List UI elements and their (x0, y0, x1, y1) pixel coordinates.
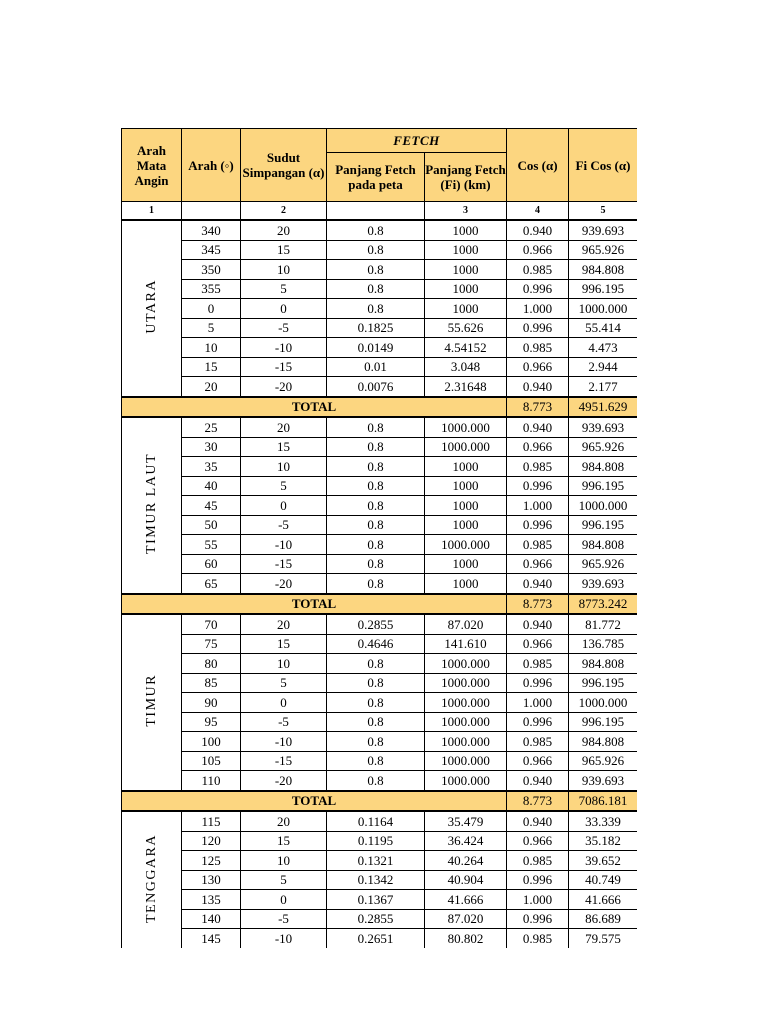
arah-cell: 110 (182, 771, 241, 791)
header-cos: Cos (α) (507, 129, 569, 202)
sudut-cell: -10 (241, 732, 327, 752)
cos-cell: 0.966 (507, 634, 569, 654)
sudut-cell: 10 (241, 260, 327, 280)
fetch-fi-cell: 35.479 (425, 811, 507, 831)
cos-cell: 1.000 (507, 299, 569, 319)
arah-cell: 350 (182, 260, 241, 280)
fetch-peta-cell: 0.8 (327, 515, 425, 535)
fetch-fi-cell: 1000.000 (425, 693, 507, 713)
arah-cell: 70 (182, 614, 241, 634)
arah-cell: 120 (182, 831, 241, 851)
arah-cell: 5 (182, 318, 241, 338)
table-row (122, 634, 638, 654)
sudut-cell: 10 (241, 654, 327, 674)
fetch-fi-cell: 1000.000 (425, 654, 507, 674)
fetch-fi-cell: 1000 (425, 496, 507, 516)
header-fetch: FETCH (327, 129, 507, 153)
fetch-fi-cell: 36.424 (425, 831, 507, 851)
fetch-peta-cell: 0.8 (327, 220, 425, 240)
total-row (122, 594, 638, 615)
total-fi-cos: 7086.181 (569, 791, 637, 812)
table-row (122, 732, 638, 752)
fi-cos-cell: 984.808 (569, 535, 637, 555)
region-label: TENGGARA (144, 833, 159, 923)
region-label: UTARA (144, 279, 159, 335)
cos-cell: 1.000 (507, 890, 569, 910)
region-cell (122, 614, 182, 791)
fetch-fi-cell: 1000.000 (425, 673, 507, 693)
sudut-cell: 0 (241, 496, 327, 516)
cos-cell: 0.996 (507, 318, 569, 338)
column-number: 4 (507, 202, 569, 221)
sudut-cell: 5 (241, 279, 327, 299)
fetch-peta-cell: 0.8 (327, 240, 425, 260)
header-arah-mata-angin: Arah Mata Angin (122, 129, 182, 202)
total-label: TOTAL (122, 594, 507, 615)
table-row (122, 260, 638, 280)
fi-cos-cell: 965.926 (569, 554, 637, 574)
cos-cell: 0.940 (507, 377, 569, 397)
table-row (122, 811, 638, 831)
fetch-fi-cell: 1000.000 (425, 732, 507, 752)
sudut-cell: -15 (241, 357, 327, 377)
table-row (122, 318, 638, 338)
arah-cell: 35 (182, 457, 241, 477)
table-row (122, 496, 638, 516)
fetch-fi-cell: 1000 (425, 476, 507, 496)
cos-cell: 0.996 (507, 712, 569, 732)
arah-cell: 0 (182, 299, 241, 319)
table-row (122, 909, 638, 929)
cos-cell: 0.996 (507, 279, 569, 299)
fetch-peta-cell: 0.1825 (327, 318, 425, 338)
region-cell (122, 220, 182, 397)
fetch-peta-cell: 0.8 (327, 279, 425, 299)
fi-cos-cell: 33.339 (569, 811, 637, 831)
sudut-cell: -5 (241, 318, 327, 338)
fetch-fi-cell: 1000 (425, 457, 507, 477)
arah-cell: 105 (182, 751, 241, 771)
cos-cell: 0.996 (507, 870, 569, 890)
fetch-fi-cell: 87.020 (425, 909, 507, 929)
cos-cell: 0.996 (507, 673, 569, 693)
fetch-peta-cell: 0.8 (327, 554, 425, 574)
arah-cell: 60 (182, 554, 241, 574)
cos-cell: 0.966 (507, 357, 569, 377)
total-cos: 8.773 (507, 594, 569, 615)
fetch-peta-cell: 0.8 (327, 496, 425, 516)
region-label: TIMUR LAUT (144, 453, 159, 555)
table-body (122, 220, 638, 948)
fi-cos-cell: 984.808 (569, 260, 637, 280)
fi-cos-cell: 965.926 (569, 751, 637, 771)
cos-cell: 1.000 (507, 496, 569, 516)
sudut-cell: -5 (241, 712, 327, 732)
header-panjang-fetch-fi: Panjang Fetch (Fi) (km) (425, 153, 507, 202)
cos-cell: 0.966 (507, 240, 569, 260)
cos-cell: 0.985 (507, 732, 569, 752)
fetch-table-container (121, 128, 637, 948)
fi-cos-cell: 996.195 (569, 673, 637, 693)
fetch-fi-cell: 4.54152 (425, 338, 507, 358)
fi-cos-cell: 86.689 (569, 909, 637, 929)
cos-cell: 0.985 (507, 260, 569, 280)
fetch-peta-cell: 0.8 (327, 693, 425, 713)
fi-cos-cell: 984.808 (569, 732, 637, 752)
table-row (122, 279, 638, 299)
total-row (122, 791, 638, 812)
cos-cell: 0.985 (507, 851, 569, 871)
fetch-peta-cell: 0.8 (327, 457, 425, 477)
arah-cell: 115 (182, 811, 241, 831)
fetch-fi-cell: 1000 (425, 220, 507, 240)
column-number: 1 (122, 202, 182, 221)
total-cos: 8.773 (507, 791, 569, 812)
cos-cell: 0.940 (507, 811, 569, 831)
cos-cell: 0.940 (507, 614, 569, 634)
table-row (122, 751, 638, 771)
fetch-fi-cell: 1000.000 (425, 437, 507, 457)
sudut-cell: 5 (241, 476, 327, 496)
sudut-cell: -20 (241, 771, 327, 791)
cos-cell: 0.985 (507, 535, 569, 555)
fi-cos-cell: 939.693 (569, 574, 637, 594)
column-number: 2 (241, 202, 327, 221)
table-row (122, 929, 638, 949)
arah-cell: 55 (182, 535, 241, 555)
arah-cell: 125 (182, 851, 241, 871)
table-row (122, 377, 638, 397)
cos-cell: 0.966 (507, 437, 569, 457)
fi-cos-cell: 939.693 (569, 220, 637, 240)
fi-cos-cell: 996.195 (569, 515, 637, 535)
sudut-cell: 15 (241, 240, 327, 260)
fi-cos-cell: 2.944 (569, 357, 637, 377)
fi-cos-cell: 1000.000 (569, 693, 637, 713)
sudut-cell: 0 (241, 890, 327, 910)
sudut-cell: 10 (241, 851, 327, 871)
table-row (122, 299, 638, 319)
fi-cos-cell: 965.926 (569, 437, 637, 457)
table-row (122, 851, 638, 871)
fetch-fi-cell: 1000 (425, 260, 507, 280)
total-cos: 8.773 (507, 397, 569, 418)
cos-cell: 0.966 (507, 751, 569, 771)
table-row (122, 831, 638, 851)
header-panjang-fetch-peta: Panjang Fetch pada peta (327, 153, 425, 202)
fetch-peta-cell: 0.8 (327, 654, 425, 674)
cos-cell: 0.940 (507, 771, 569, 791)
cos-cell: 0.940 (507, 220, 569, 240)
total-row (122, 397, 638, 418)
fetch-peta-cell: 0.8 (327, 751, 425, 771)
fi-cos-cell: 996.195 (569, 712, 637, 732)
arah-cell: 135 (182, 890, 241, 910)
fetch-fi-cell: 87.020 (425, 614, 507, 634)
cos-cell: 0.985 (507, 929, 569, 949)
cos-cell: 0.985 (507, 654, 569, 674)
cos-cell: 1.000 (507, 693, 569, 713)
table-row (122, 574, 638, 594)
fetch-peta-cell: 0.1195 (327, 831, 425, 851)
sudut-cell: -10 (241, 338, 327, 358)
table-row (122, 870, 638, 890)
table-row (122, 535, 638, 555)
fi-cos-cell: 136.785 (569, 634, 637, 654)
fi-cos-cell: 996.195 (569, 476, 637, 496)
fi-cos-cell: 1000.000 (569, 496, 637, 516)
arah-cell: 85 (182, 673, 241, 693)
column-number (182, 202, 241, 221)
header-arah: Arah (◦) (182, 129, 241, 202)
fetch-fi-cell: 1000.000 (425, 751, 507, 771)
fi-cos-cell: 939.693 (569, 417, 637, 437)
arah-cell: 90 (182, 693, 241, 713)
fi-cos-cell: 939.693 (569, 771, 637, 791)
fetch-fi-cell: 80.802 (425, 929, 507, 949)
fetch-fi-cell: 3.048 (425, 357, 507, 377)
fetch-fi-cell: 1000 (425, 515, 507, 535)
fetch-peta-cell: 0.0076 (327, 377, 425, 397)
fetch-peta-cell: 0.8 (327, 771, 425, 791)
arah-cell: 65 (182, 574, 241, 594)
arah-cell: 15 (182, 357, 241, 377)
fi-cos-cell: 81.772 (569, 614, 637, 634)
fi-cos-cell: 965.926 (569, 240, 637, 260)
fetch-fi-cell: 1000 (425, 574, 507, 594)
arah-cell: 345 (182, 240, 241, 260)
fetch-fi-cell: 141.610 (425, 634, 507, 654)
sudut-cell: 5 (241, 673, 327, 693)
sudut-cell: -20 (241, 574, 327, 594)
fi-cos-cell: 40.749 (569, 870, 637, 890)
arah-cell: 140 (182, 909, 241, 929)
fetch-peta-cell: 0.8 (327, 535, 425, 555)
cos-cell: 0.996 (507, 476, 569, 496)
fi-cos-cell: 1000.000 (569, 299, 637, 319)
fetch-table (121, 128, 637, 948)
fetch-fi-cell: 1000 (425, 554, 507, 574)
sudut-cell: 20 (241, 220, 327, 240)
sudut-cell: -15 (241, 554, 327, 574)
sudut-cell: 20 (241, 417, 327, 437)
fetch-peta-cell: 0.8 (327, 417, 425, 437)
table-row (122, 554, 638, 574)
arah-cell: 355 (182, 279, 241, 299)
fetch-peta-cell: 0.1164 (327, 811, 425, 831)
fetch-fi-cell: 1000.000 (425, 417, 507, 437)
cos-cell: 0.996 (507, 909, 569, 929)
arah-cell: 100 (182, 732, 241, 752)
fetch-peta-cell: 0.8 (327, 673, 425, 693)
table-row (122, 890, 638, 910)
table-row (122, 693, 638, 713)
arah-cell: 340 (182, 220, 241, 240)
cos-cell: 0.940 (507, 417, 569, 437)
fetch-peta-cell: 0.8 (327, 260, 425, 280)
arah-cell: 40 (182, 476, 241, 496)
column-number (327, 202, 425, 221)
region-cell (122, 417, 182, 594)
fetch-fi-cell: 1000 (425, 279, 507, 299)
table-row (122, 515, 638, 535)
arah-cell: 50 (182, 515, 241, 535)
fetch-fi-cell: 1000 (425, 240, 507, 260)
table-header (122, 129, 638, 221)
arah-cell: 80 (182, 654, 241, 674)
table-row (122, 673, 638, 693)
fetch-peta-cell: 0.1321 (327, 851, 425, 871)
total-label: TOTAL (122, 791, 507, 812)
fi-cos-cell: 41.666 (569, 890, 637, 910)
fi-cos-cell: 996.195 (569, 279, 637, 299)
header-fi-cos: Fi Cos (α) (569, 129, 637, 202)
region-label: TIMUR (144, 674, 159, 728)
fi-cos-cell: 2.177 (569, 377, 637, 397)
arah-cell: 25 (182, 417, 241, 437)
table-row (122, 614, 638, 634)
fetch-peta-cell: 0.2855 (327, 909, 425, 929)
table-row (122, 338, 638, 358)
sudut-cell: 20 (241, 614, 327, 634)
sudut-cell: -15 (241, 751, 327, 771)
table-row (122, 220, 638, 240)
sudut-cell: 10 (241, 457, 327, 477)
cos-cell: 0.985 (507, 457, 569, 477)
arah-cell: 10 (182, 338, 241, 358)
fetch-fi-cell: 40.904 (425, 870, 507, 890)
sudut-cell: -10 (241, 535, 327, 555)
fi-cos-cell: 39.652 (569, 851, 637, 871)
table-row (122, 437, 638, 457)
column-number: 5 (569, 202, 637, 221)
fetch-fi-cell: 1000.000 (425, 712, 507, 732)
fetch-peta-cell: 0.0149 (327, 338, 425, 358)
sudut-cell: -5 (241, 515, 327, 535)
table-row (122, 771, 638, 791)
fi-cos-cell: 55.414 (569, 318, 637, 338)
cos-cell: 0.966 (507, 554, 569, 574)
fetch-peta-cell: 0.8 (327, 299, 425, 319)
sudut-cell: 0 (241, 299, 327, 319)
arah-cell: 95 (182, 712, 241, 732)
column-number: 3 (425, 202, 507, 221)
sudut-cell: 0 (241, 693, 327, 713)
fetch-peta-cell: 0.01 (327, 357, 425, 377)
column-number-row (122, 202, 638, 221)
sudut-cell: 15 (241, 831, 327, 851)
total-fi-cos: 4951.629 (569, 397, 637, 418)
arah-cell: 145 (182, 929, 241, 949)
fetch-fi-cell: 40.264 (425, 851, 507, 871)
region-cell (122, 811, 182, 948)
fetch-peta-cell: 0.8 (327, 437, 425, 457)
total-label: TOTAL (122, 397, 507, 418)
arah-cell: 130 (182, 870, 241, 890)
fetch-peta-cell: 0.8 (327, 732, 425, 752)
cos-cell: 0.940 (507, 574, 569, 594)
table-row (122, 476, 638, 496)
sudut-cell: 15 (241, 437, 327, 457)
cos-cell: 0.966 (507, 831, 569, 851)
table-row (122, 417, 638, 437)
fetch-peta-cell: 0.1342 (327, 870, 425, 890)
table-row (122, 357, 638, 377)
table-row (122, 457, 638, 477)
fetch-peta-cell: 0.8 (327, 476, 425, 496)
fetch-peta-cell: 0.2651 (327, 929, 425, 949)
fi-cos-cell: 984.808 (569, 654, 637, 674)
total-fi-cos: 8773.242 (569, 594, 637, 615)
fetch-peta-cell: 0.8 (327, 574, 425, 594)
fi-cos-cell: 984.808 (569, 457, 637, 477)
arah-cell: 30 (182, 437, 241, 457)
table-row (122, 654, 638, 674)
sudut-cell: 20 (241, 811, 327, 831)
fetch-fi-cell: 2.31648 (425, 377, 507, 397)
fetch-fi-cell: 1000.000 (425, 535, 507, 555)
header-sudut: Sudut Simpangan (α) (241, 129, 327, 202)
fetch-peta-cell: 0.4646 (327, 634, 425, 654)
arah-cell: 20 (182, 377, 241, 397)
fetch-fi-cell: 1000.000 (425, 771, 507, 791)
table-row (122, 240, 638, 260)
sudut-cell: -20 (241, 377, 327, 397)
table-row (122, 712, 638, 732)
fetch-fi-cell: 1000 (425, 299, 507, 319)
sudut-cell: 5 (241, 870, 327, 890)
arah-cell: 75 (182, 634, 241, 654)
fi-cos-cell: 4.473 (569, 338, 637, 358)
fetch-peta-cell: 0.2855 (327, 614, 425, 634)
fetch-fi-cell: 41.666 (425, 890, 507, 910)
sudut-cell: -5 (241, 909, 327, 929)
fetch-fi-cell: 55.626 (425, 318, 507, 338)
cos-cell: 0.985 (507, 338, 569, 358)
arah-cell: 45 (182, 496, 241, 516)
fetch-peta-cell: 0.1367 (327, 890, 425, 910)
cos-cell: 0.996 (507, 515, 569, 535)
fi-cos-cell: 79.575 (569, 929, 637, 949)
sudut-cell: -10 (241, 929, 327, 949)
fetch-peta-cell: 0.8 (327, 712, 425, 732)
sudut-cell: 15 (241, 634, 327, 654)
fi-cos-cell: 35.182 (569, 831, 637, 851)
